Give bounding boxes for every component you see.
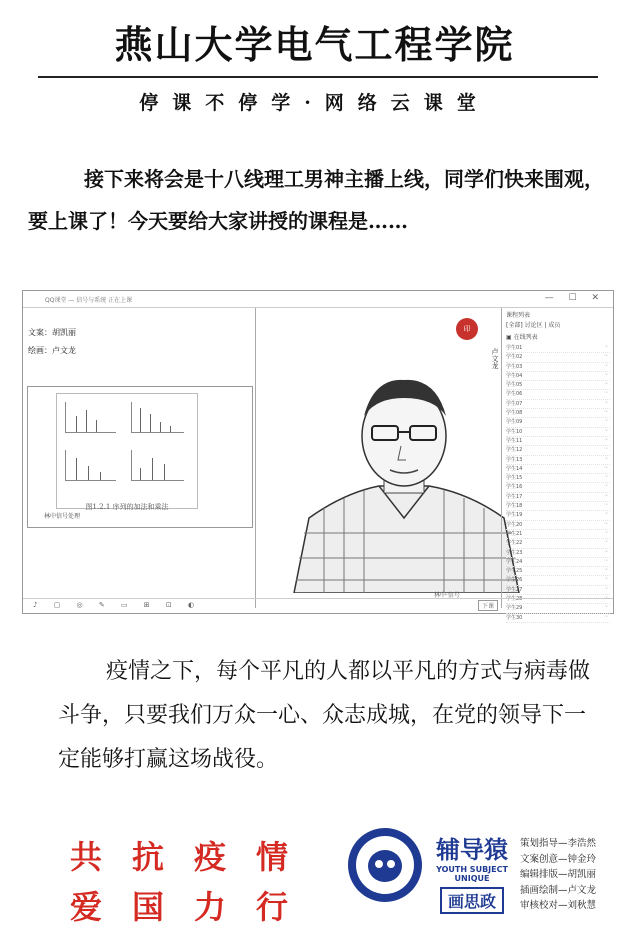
member-name: 学生15 <box>506 475 523 482</box>
member-name: 学生05 <box>506 382 523 389</box>
member-list-item[interactable] <box>506 558 610 567</box>
member-list-item[interactable] <box>506 390 610 399</box>
member-list-item[interactable] <box>506 353 610 362</box>
member-list-item[interactable] <box>506 502 610 511</box>
mic-icon: ◦ <box>605 344 608 350</box>
slide-figure <box>56 393 198 509</box>
member-list-item[interactable] <box>506 539 610 548</box>
member-name: 学生09 <box>506 419 523 426</box>
mic-icon: ◦ <box>605 539 608 546</box>
member-list-item[interactable] <box>506 493 610 502</box>
sidebar-subheader: ▣ 在线列表 <box>506 334 538 341</box>
title-divider <box>38 76 598 78</box>
member-list-item[interactable] <box>506 456 610 465</box>
stem <box>150 414 151 432</box>
mic-icon: ◦ <box>605 585 608 592</box>
stem <box>152 458 153 480</box>
youth-subject-logo <box>348 828 422 902</box>
mic-icon: ◦ <box>605 353 608 360</box>
page-subtitle: 停课不停学·网络云课堂 <box>139 92 490 114</box>
stem <box>96 420 97 432</box>
member-list-item[interactable] <box>506 576 610 585</box>
stem <box>140 468 141 480</box>
member-list-item[interactable] <box>506 372 610 381</box>
credit-line: 审核校对—刘秋慧 <box>520 900 597 911</box>
red-seal-stamp: 印 <box>456 318 478 340</box>
member-name: 学生03 <box>506 363 523 370</box>
mic-icon: ◦ <box>605 576 608 583</box>
slide-tag: 林中信号处理 <box>44 513 81 520</box>
stem <box>76 458 77 480</box>
stem <box>160 422 161 432</box>
brand-block <box>420 830 524 914</box>
member-name: 学生27 <box>506 586 523 593</box>
toolbar-icons[interactable]: ♪ ▢ ◎ ✎ ▭ ⊞ ⊡ ◐ <box>33 601 202 609</box>
mic-icon: ◦ <box>605 502 608 509</box>
credit-line: 编辑排版—胡凯丽 <box>520 869 597 880</box>
member-name: 学生14 <box>506 465 523 472</box>
member-name: 学生23 <box>506 549 523 556</box>
member-name: 学生28 <box>506 596 523 603</box>
member-list-item[interactable] <box>506 409 610 418</box>
member-list-item[interactable] <box>506 586 610 595</box>
stem <box>164 464 165 480</box>
doc-credits <box>28 324 76 360</box>
mic-icon: ◦ <box>605 381 608 388</box>
monkey-icon <box>368 850 402 882</box>
mic-icon: ◦ <box>605 548 608 555</box>
stem <box>170 426 171 432</box>
member-list-item[interactable] <box>506 418 610 427</box>
member-name: 学生18 <box>506 503 523 510</box>
credit-text: 文案：胡凯丽 <box>28 328 76 337</box>
plot-d <box>131 450 184 481</box>
member-name: 学生06 <box>506 391 523 398</box>
class-toolbar <box>23 598 613 613</box>
member-list-item[interactable] <box>506 483 610 492</box>
mic-icon: ◦ <box>605 390 608 397</box>
slogan-line-1: 共抗疫情 <box>70 838 319 876</box>
member-name: 学生11 <box>506 437 523 444</box>
member-name: 学生13 <box>506 456 523 463</box>
lecture-slide <box>27 386 253 528</box>
teacher-name-badge: 林中·信号 <box>434 592 460 599</box>
teacher-portrait <box>284 368 524 593</box>
member-list-item[interactable] <box>506 549 610 558</box>
member-name: 学生30 <box>506 614 523 621</box>
mic-icon: ◦ <box>605 557 608 564</box>
brand-english: YOUTH SUBJECT UNIQUE <box>436 865 508 883</box>
member-name: 学生17 <box>506 493 523 500</box>
member-name: 学生22 <box>506 540 523 547</box>
mic-icon: ◦ <box>605 446 608 453</box>
member-name: 学生12 <box>506 447 523 454</box>
mic-icon: ◦ <box>605 529 608 536</box>
member-list-item[interactable] <box>506 567 610 576</box>
member-list-item[interactable] <box>506 521 610 530</box>
member-list-item[interactable] <box>506 446 610 455</box>
window-controls[interactable]: — ☐ ✕ <box>544 293 605 303</box>
window-title: QQ课堂 — 信号与系统 正在上课 <box>45 297 133 304</box>
mic-icon: ◦ <box>605 520 608 527</box>
mic-icon: ◦ <box>605 464 608 471</box>
teacher-video-pane <box>256 308 532 608</box>
mic-icon: ◦ <box>605 455 608 462</box>
stem <box>76 416 77 432</box>
member-list-item[interactable] <box>506 511 610 520</box>
page-title: 燕山大学电气工程学院 <box>114 22 515 67</box>
member-name: 学生16 <box>506 484 523 491</box>
member-name: 学生19 <box>506 512 523 519</box>
member-name: 学生01 <box>506 345 523 351</box>
member-name: 学生07 <box>506 400 523 407</box>
member-name: 学生29 <box>506 605 523 612</box>
slide-caption: 图1.2.1 序列的加法和乘法 <box>85 503 169 511</box>
credit-line: 策划指导—李浩然 <box>520 838 597 849</box>
member-list-item[interactable] <box>506 465 610 474</box>
mic-icon: ◦ <box>605 436 608 443</box>
stem <box>88 466 89 480</box>
credit-line: 文案创意—钟金玲 <box>520 853 597 865</box>
brand-stamp: 画思政 <box>440 887 504 914</box>
plot-c <box>65 450 116 481</box>
sidebar-header: 课程列表 <box>506 312 531 319</box>
member-name: 学生24 <box>506 558 523 565</box>
member-list-item[interactable] <box>506 400 610 409</box>
artist-signature: 卢文龙 <box>491 348 499 369</box>
mic-icon: ◦ <box>605 604 608 611</box>
member-name: 学生08 <box>506 410 523 417</box>
mic-icon: ◦ <box>605 409 608 416</box>
member-list-item[interactable] <box>506 381 610 390</box>
member-name: 学生10 <box>506 428 523 435</box>
member-name: 学生21 <box>506 530 523 537</box>
mic-icon: ◦ <box>605 613 608 620</box>
mic-icon: ◦ <box>605 595 608 602</box>
footer-slogan <box>70 832 318 932</box>
mic-icon: ◦ <box>605 362 608 369</box>
member-list <box>506 344 610 623</box>
end-class-button[interactable]: 下课 <box>478 600 498 611</box>
plot-a <box>65 402 116 433</box>
credit-line: 插画绘制—卢文龙 <box>520 884 597 896</box>
slogan-line-2: 爱国力行 <box>70 888 319 926</box>
mic-icon: ◦ <box>605 474 608 481</box>
window-titlebar <box>23 291 613 308</box>
member-name: 学生02 <box>506 354 523 361</box>
mic-icon: ◦ <box>605 399 608 406</box>
member-list-item[interactable] <box>506 530 610 539</box>
stem <box>100 472 101 480</box>
mic-icon: ◦ <box>605 418 608 425</box>
mic-icon: ◦ <box>605 492 608 499</box>
mic-icon: ◦ <box>605 511 608 518</box>
member-list-item[interactable] <box>506 614 610 623</box>
member-list-item[interactable] <box>506 344 610 353</box>
member-list-item[interactable] <box>506 474 610 483</box>
member-list-item[interactable] <box>506 428 610 437</box>
mic-icon: ◦ <box>605 567 608 574</box>
brand-name: 辅导猿 <box>436 836 508 864</box>
mic-icon: ◦ <box>605 483 608 490</box>
stem <box>140 408 141 432</box>
member-list-item[interactable] <box>506 363 610 372</box>
member-name: 学生04 <box>506 372 523 379</box>
plot-b <box>131 402 184 433</box>
body-paragraph: 疫情之下，每个平凡的人都以平凡的方式与病毒做斗争，只要我们万众一心、众志成城，在党的领导下一定能够打赢这场战役。 <box>58 659 591 772</box>
mic-icon: ◦ <box>605 427 608 434</box>
staff-credits <box>520 836 596 914</box>
member-name: 学生25 <box>506 568 523 575</box>
online-class-screenshot <box>22 290 614 621</box>
member-name: 学生26 <box>506 577 523 584</box>
stem <box>86 410 87 432</box>
sidebar-tabs[interactable]: [全部] 讨论区 | 成员 <box>506 322 561 329</box>
member-name: 学生20 <box>506 521 523 528</box>
class-sidebar <box>501 308 614 621</box>
mic-icon: ◦ <box>605 371 608 378</box>
intro-text: 接下来将会是十八线理工男神主播上线，同学们快来围观，要上课了！今天要给大家讲授的课程是…… <box>28 167 604 233</box>
member-list-item[interactable] <box>506 437 610 446</box>
shared-document-pane <box>23 308 256 608</box>
credit-illustration: 绘画：卢文龙 <box>28 346 76 355</box>
